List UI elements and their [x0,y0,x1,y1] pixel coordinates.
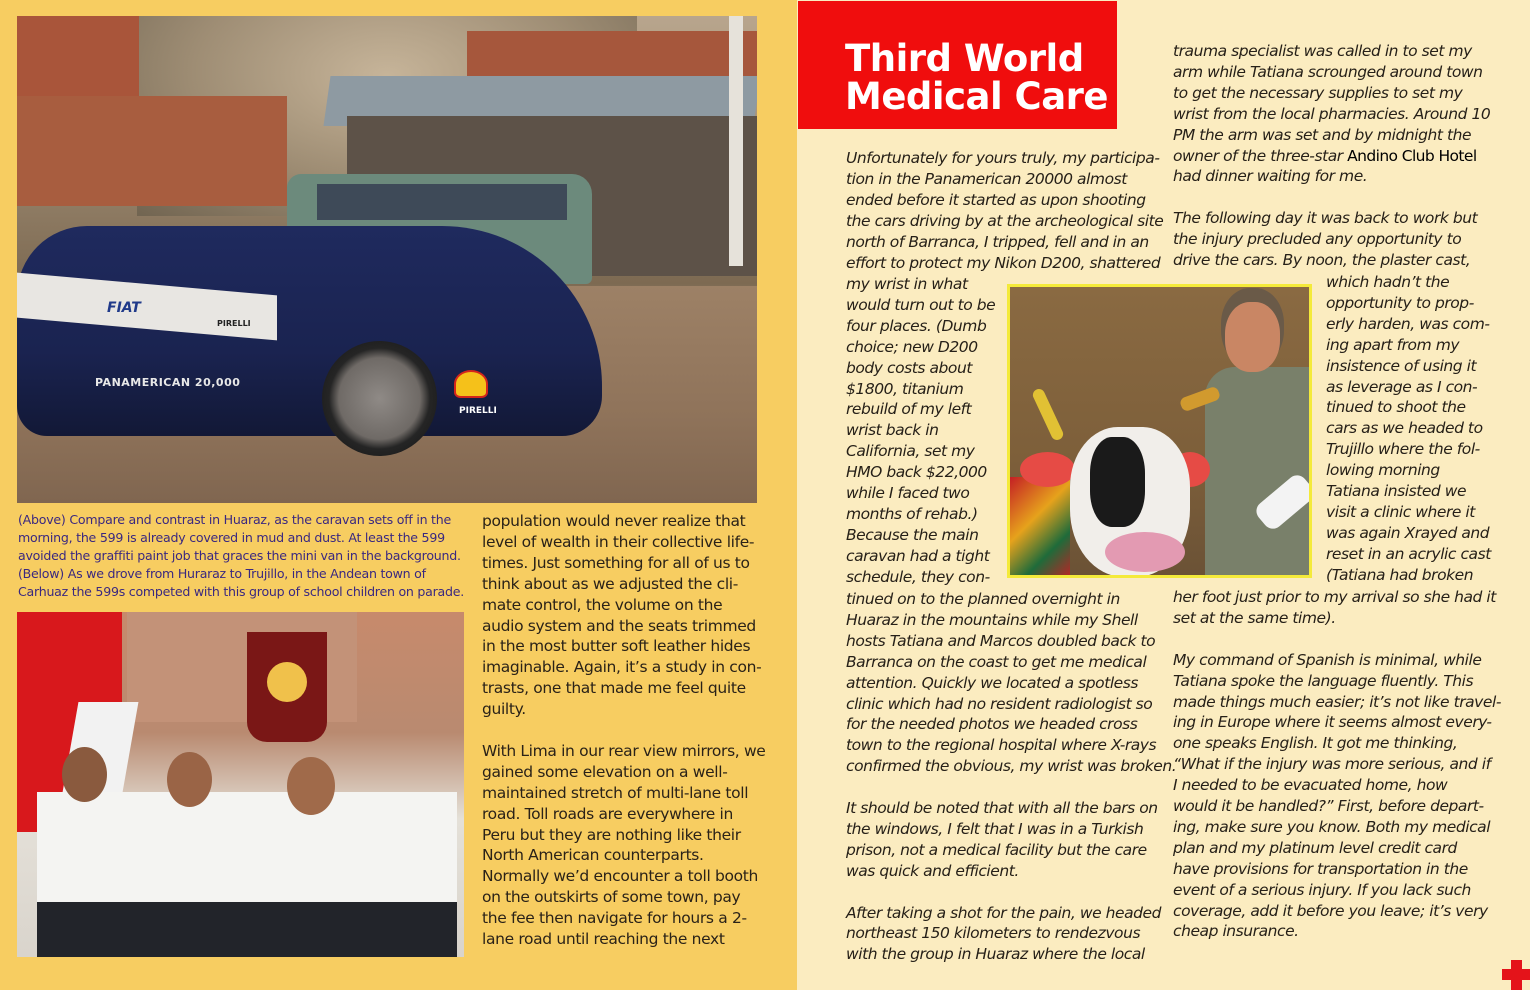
body-line: lowing morning [1326,461,1440,480]
body-line: in the most butter soft leather hides [482,637,751,656]
body-line: My command of Spanish is minimal, while [1173,650,1482,669]
body-line: maintained stretch of multi-lane toll [482,783,749,802]
caption-line: Carhuaz the 599s competed with this group of school children on parade. [18,584,464,599]
body-line: would it be handled?” First, before depart- [1173,797,1484,816]
body-line: Trujillo where the fol- [1326,440,1480,459]
body-line: visit a clinic where it [1326,502,1475,521]
ferrari-599 [17,226,602,436]
body-line: rebuild of my left [846,400,972,419]
title-line-2: Medical Care [845,75,1109,118]
body-line: Tatiana insisted we [1326,482,1467,501]
body-line: made things much easier; it’s not like travel- [1173,692,1501,711]
body-line: tion in the Panamerican 20000 almost [846,169,1127,188]
body-line: lane road until reaching the next [482,930,725,949]
body-line: the cars driving by at the archeological site [846,211,1164,230]
photo-ferrari-huaraz [17,16,757,503]
body-line: one speaks English. It got me thinking, [1173,734,1458,753]
cow-nose [1105,532,1185,572]
body-line: imaginable. Again, it’s a study in con- [482,658,762,677]
body-line: cheap insurance. [1173,922,1299,941]
article-title [845,37,1109,118]
body-line: tinued to shoot the [1326,398,1466,417]
body-line: choice; new D200 [846,337,978,356]
body-line: Because the main [846,525,979,544]
body-line: event of a serious injury. If you lack such [1173,880,1471,899]
body-line: gained some elevation on a well- [482,762,728,781]
ferrari-wheel [322,341,437,456]
body-line: I needed to be evacuated home, how [1173,776,1448,795]
body-line: cars as we headed to [1326,419,1483,438]
body-line: PM the arm was set and by midnight the [1173,125,1472,144]
caption-line: (Below) As we drove from Huraraz to Trujillo, in the Andean town of [18,566,426,581]
cow-painted-body [1010,477,1070,578]
body-line: which hadn’t the [1326,273,1450,291]
utility-pole [729,16,743,266]
body-line: while I faced two [846,484,970,503]
body-line: four places. (Dumb [846,316,987,335]
hotel-name: Andino Club Hotel [1347,146,1477,165]
body-line: attention. Quickly we located a spotless [846,673,1139,692]
uniform-skirts [37,902,457,957]
body-line: Unfortunately for yours truly, my participa- [846,149,1160,167]
body-line: prison, not a medical facility but the care [846,840,1147,859]
body-line [1173,146,1490,167]
body-line: audio system and the seats trimmed [482,616,756,635]
body-line: have provisions for transportation in the [1173,859,1468,878]
cow-ear [1020,452,1075,487]
body-line: guilty. [482,700,526,719]
student-face [167,752,212,807]
body-line: think about as we adjusted the cli- [482,574,738,593]
shell-logo-icon [454,370,488,398]
body-line: on the outskirts of some town, pay [482,888,741,907]
body-line: California, set my [846,442,975,461]
body-line: erly harden, was com- [1326,314,1490,333]
body-line: Normally we’d encounter a toll booth [482,867,758,886]
body-line: was again Xrayed and [1326,523,1490,542]
uniform-shirts [37,792,457,912]
owner-text: owner of the three-star [1173,146,1348,165]
body-line: insistence of using it [1326,356,1477,375]
body-line: Peru but they are nothing like their [482,825,741,844]
body-line: tinued on to the planned overnight in [846,590,1120,608]
article-col1-wrap [846,274,995,588]
caption-line: avoided the graffiti paint job that graces the mini van in the background. [18,548,461,563]
pirelli-decal: PIRELLI [217,319,251,328]
body-line: with the group in Huaraz where the local [846,945,1145,964]
body-line: her foot just prior to my arrival so she had it [1173,588,1496,606]
title-line-1: Third World [845,37,1084,80]
body-line: north of Barranca, I tripped, fell and in an [846,232,1149,251]
article-col2-intro [1173,41,1490,271]
caption-line: (Above) Compare and contrast in Huaraz, as the caravan sets off in the [18,512,451,527]
fiat-decal: FIAT [107,300,141,316]
body-line: set at the same time). [1173,608,1336,627]
body-line: plan and my platinum level credit card [1173,838,1457,857]
body-line: the windows, I felt that I was in a Turkish [846,819,1144,838]
body-line: reset in an acrylic cast [1326,544,1491,563]
body-line: population would never realize that [482,512,746,530]
body-line: With Lima in our rear view mirrors, we [482,741,766,760]
body-line: opportunity to prop- [1326,293,1474,312]
body-line: Huaraz in the mountains while my Shell [846,610,1138,629]
article-col1-continued [846,589,1176,965]
body-column-left-page [482,511,782,950]
body-line: for the needed photos we headed cross [846,715,1138,734]
body-line: northeast 150 kilometers to rendezvous [846,924,1141,943]
body-line: After taking a shot for the pain, we headed [846,903,1162,922]
cow-horn [1031,387,1065,442]
body-line: Barranca on the coast to get me medical [846,652,1147,671]
body-line: drive the cars. By noon, the plaster cast, [1173,251,1471,270]
body-line: mate control, the volume on the [482,595,723,614]
body-line: wrist back in [846,421,939,440]
body-line: would turn out to be [846,295,996,314]
body-line: (Tatiana had broken [1326,565,1474,584]
brick-building-right [467,31,757,76]
body-line: was quick and efficient. [846,861,1019,880]
caption-line: morning, the 599 is already covered in mud and dust. At least the 599 [18,530,445,545]
photo-author-with-cow [1007,284,1312,578]
article-col2-continued [1173,587,1501,942]
student-face [62,747,107,802]
body-line: level of wealth in their collective life- [482,532,755,551]
body-line: Tatiana spoke the language fluently. This [1173,671,1474,690]
body-line: trasts, one that made me feel quite [482,679,746,698]
body-line: The following day it was back to work but [1173,209,1478,228]
banner-sun-emblem [267,662,307,702]
body-line: ended before it started as upon shooting [846,190,1146,209]
body-line: confirmed the obvious, my wrist was broken. [846,757,1177,776]
body-line: schedule, they con- [846,567,990,586]
body-line: my wrist in what [846,275,968,293]
article-col2-wrap [1326,272,1491,586]
body-line: caravan had a tight [846,546,990,565]
body-line: times. Just something for all of us to [482,553,750,572]
student-face [287,757,335,815]
body-line: road. Toll roads are everywhere in [482,804,733,823]
body-line: the fee then navigate for hours a 2- [482,909,747,928]
body-line: “What if the injury was more serious, and if [1173,755,1491,774]
photo-caption [18,511,480,601]
photo-school-parade [17,612,464,957]
body-line: to get the necessary supplies to set my [1173,83,1463,102]
body-line: months of rehab.) [846,504,978,523]
author-face [1225,302,1280,372]
body-line: ing apart from my [1326,335,1460,354]
pirelli-decal-front: PIRELLI [459,406,497,416]
cow-patch [1090,437,1145,527]
body-line: as leverage as I con- [1326,377,1478,396]
body-line: HMO back $22,000 [846,463,987,482]
author-shirt [1205,367,1312,578]
body-line: ing, make sure you know. Both my medical [1173,817,1491,836]
body-line: trauma specialist was called in to set my [1173,42,1472,60]
body-line: North American counterparts. [482,846,704,865]
body-line: arm while Tatiana scrounged around town [1173,62,1483,81]
body-line: effort to protect my Nikon D200, shattered [846,253,1161,272]
article-col1-intro [846,148,1163,273]
body-line: coverage, add it before you leave; it’s very [1173,901,1488,920]
red-cross-icon [1502,960,1530,990]
body-line: clinic which had no resident radiologist so [846,694,1153,713]
body-line: ing in Europe where it seems almost every- [1173,713,1492,732]
body-line: It should be noted that with all the bars on [846,799,1158,818]
body-line: the injury precluded any opportunity to [1173,230,1462,249]
body-line: body costs about [846,358,972,377]
panamerican-decal: PANAMERICAN 20,000 [95,376,241,389]
body-line: hosts Tatiana and Marcos doubled back to [846,631,1156,650]
minivan-windows [317,184,567,220]
body-line: $1800, titanium [846,379,964,398]
brick-wall [17,96,287,206]
body-line: wrist from the local pharmacies. Around 10 [1173,104,1491,123]
body-line: town to the regional hospital where X-rays [846,736,1157,755]
body-line: had dinner waiting for me. [1173,167,1368,186]
